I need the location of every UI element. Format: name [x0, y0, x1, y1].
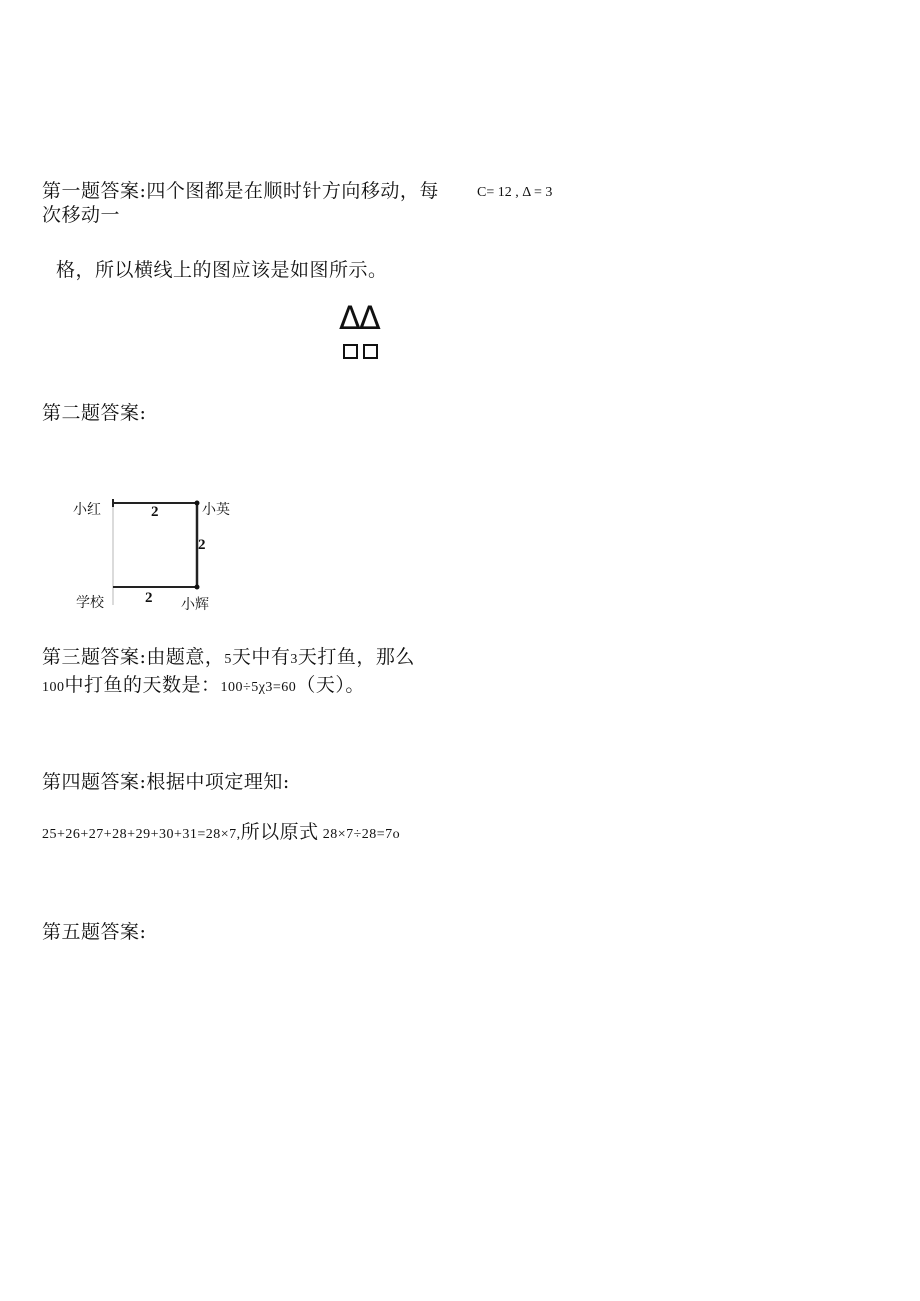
- q4-formula-text: 所以原式: [240, 821, 319, 843]
- q2-answer-title: 第二题答案:: [42, 402, 147, 424]
- q3-number-3: 3: [290, 652, 298, 667]
- point-xiaoying: [195, 501, 200, 506]
- q1-answer-line3: 格，所以横线上的图应该是如图所示。: [56, 259, 388, 281]
- q3-text-a: 天中有: [231, 646, 291, 668]
- q4-formula-a: 25+26+27+28+29+30+31=28×7,: [42, 827, 241, 842]
- q3-text-c: 中打鱼的天数是：: [64, 674, 221, 696]
- q4-formula-line: [42, 820, 400, 847]
- triangle-figures: ΔΔ: [339, 299, 379, 337]
- q4-answer-title: 第四题答案:根据中项定理知:: [42, 771, 290, 793]
- q1-answer-line2: 次移动一: [42, 204, 121, 226]
- label-xiaohui: 小辉: [181, 597, 209, 613]
- q3-text-d: （天）。: [296, 674, 365, 696]
- q3-text-b: 天打鱼，那么: [297, 646, 415, 668]
- distance-right: 2: [198, 537, 206, 553]
- q1-side-note: C= 12 , Δ = 3: [477, 185, 553, 200]
- q3-intro: 第三题答案:由题意，: [42, 646, 225, 668]
- label-school: 学校: [76, 595, 104, 611]
- q3-number-5: 5: [224, 652, 232, 667]
- distance-top: 2: [151, 504, 159, 520]
- q3-answer-line2: [42, 673, 365, 700]
- q3-number-100: 100: [42, 680, 65, 695]
- q3-answer-line1: [42, 645, 415, 672]
- q4-formula-b: 28×7÷28=7o: [322, 827, 401, 842]
- label-xiaoying: 小英: [202, 502, 230, 518]
- point-xiaohui: [195, 585, 200, 590]
- q5-answer-title: 第五题答案:: [42, 921, 147, 943]
- q1-answer-line1: 第一题答案:四个图都是在顺时针方向移动，每: [42, 180, 439, 202]
- q3-formula: 100÷5χ3=60: [220, 680, 297, 695]
- distance-bottom: 2: [145, 590, 153, 606]
- label-xiaohong: 小红: [73, 502, 101, 518]
